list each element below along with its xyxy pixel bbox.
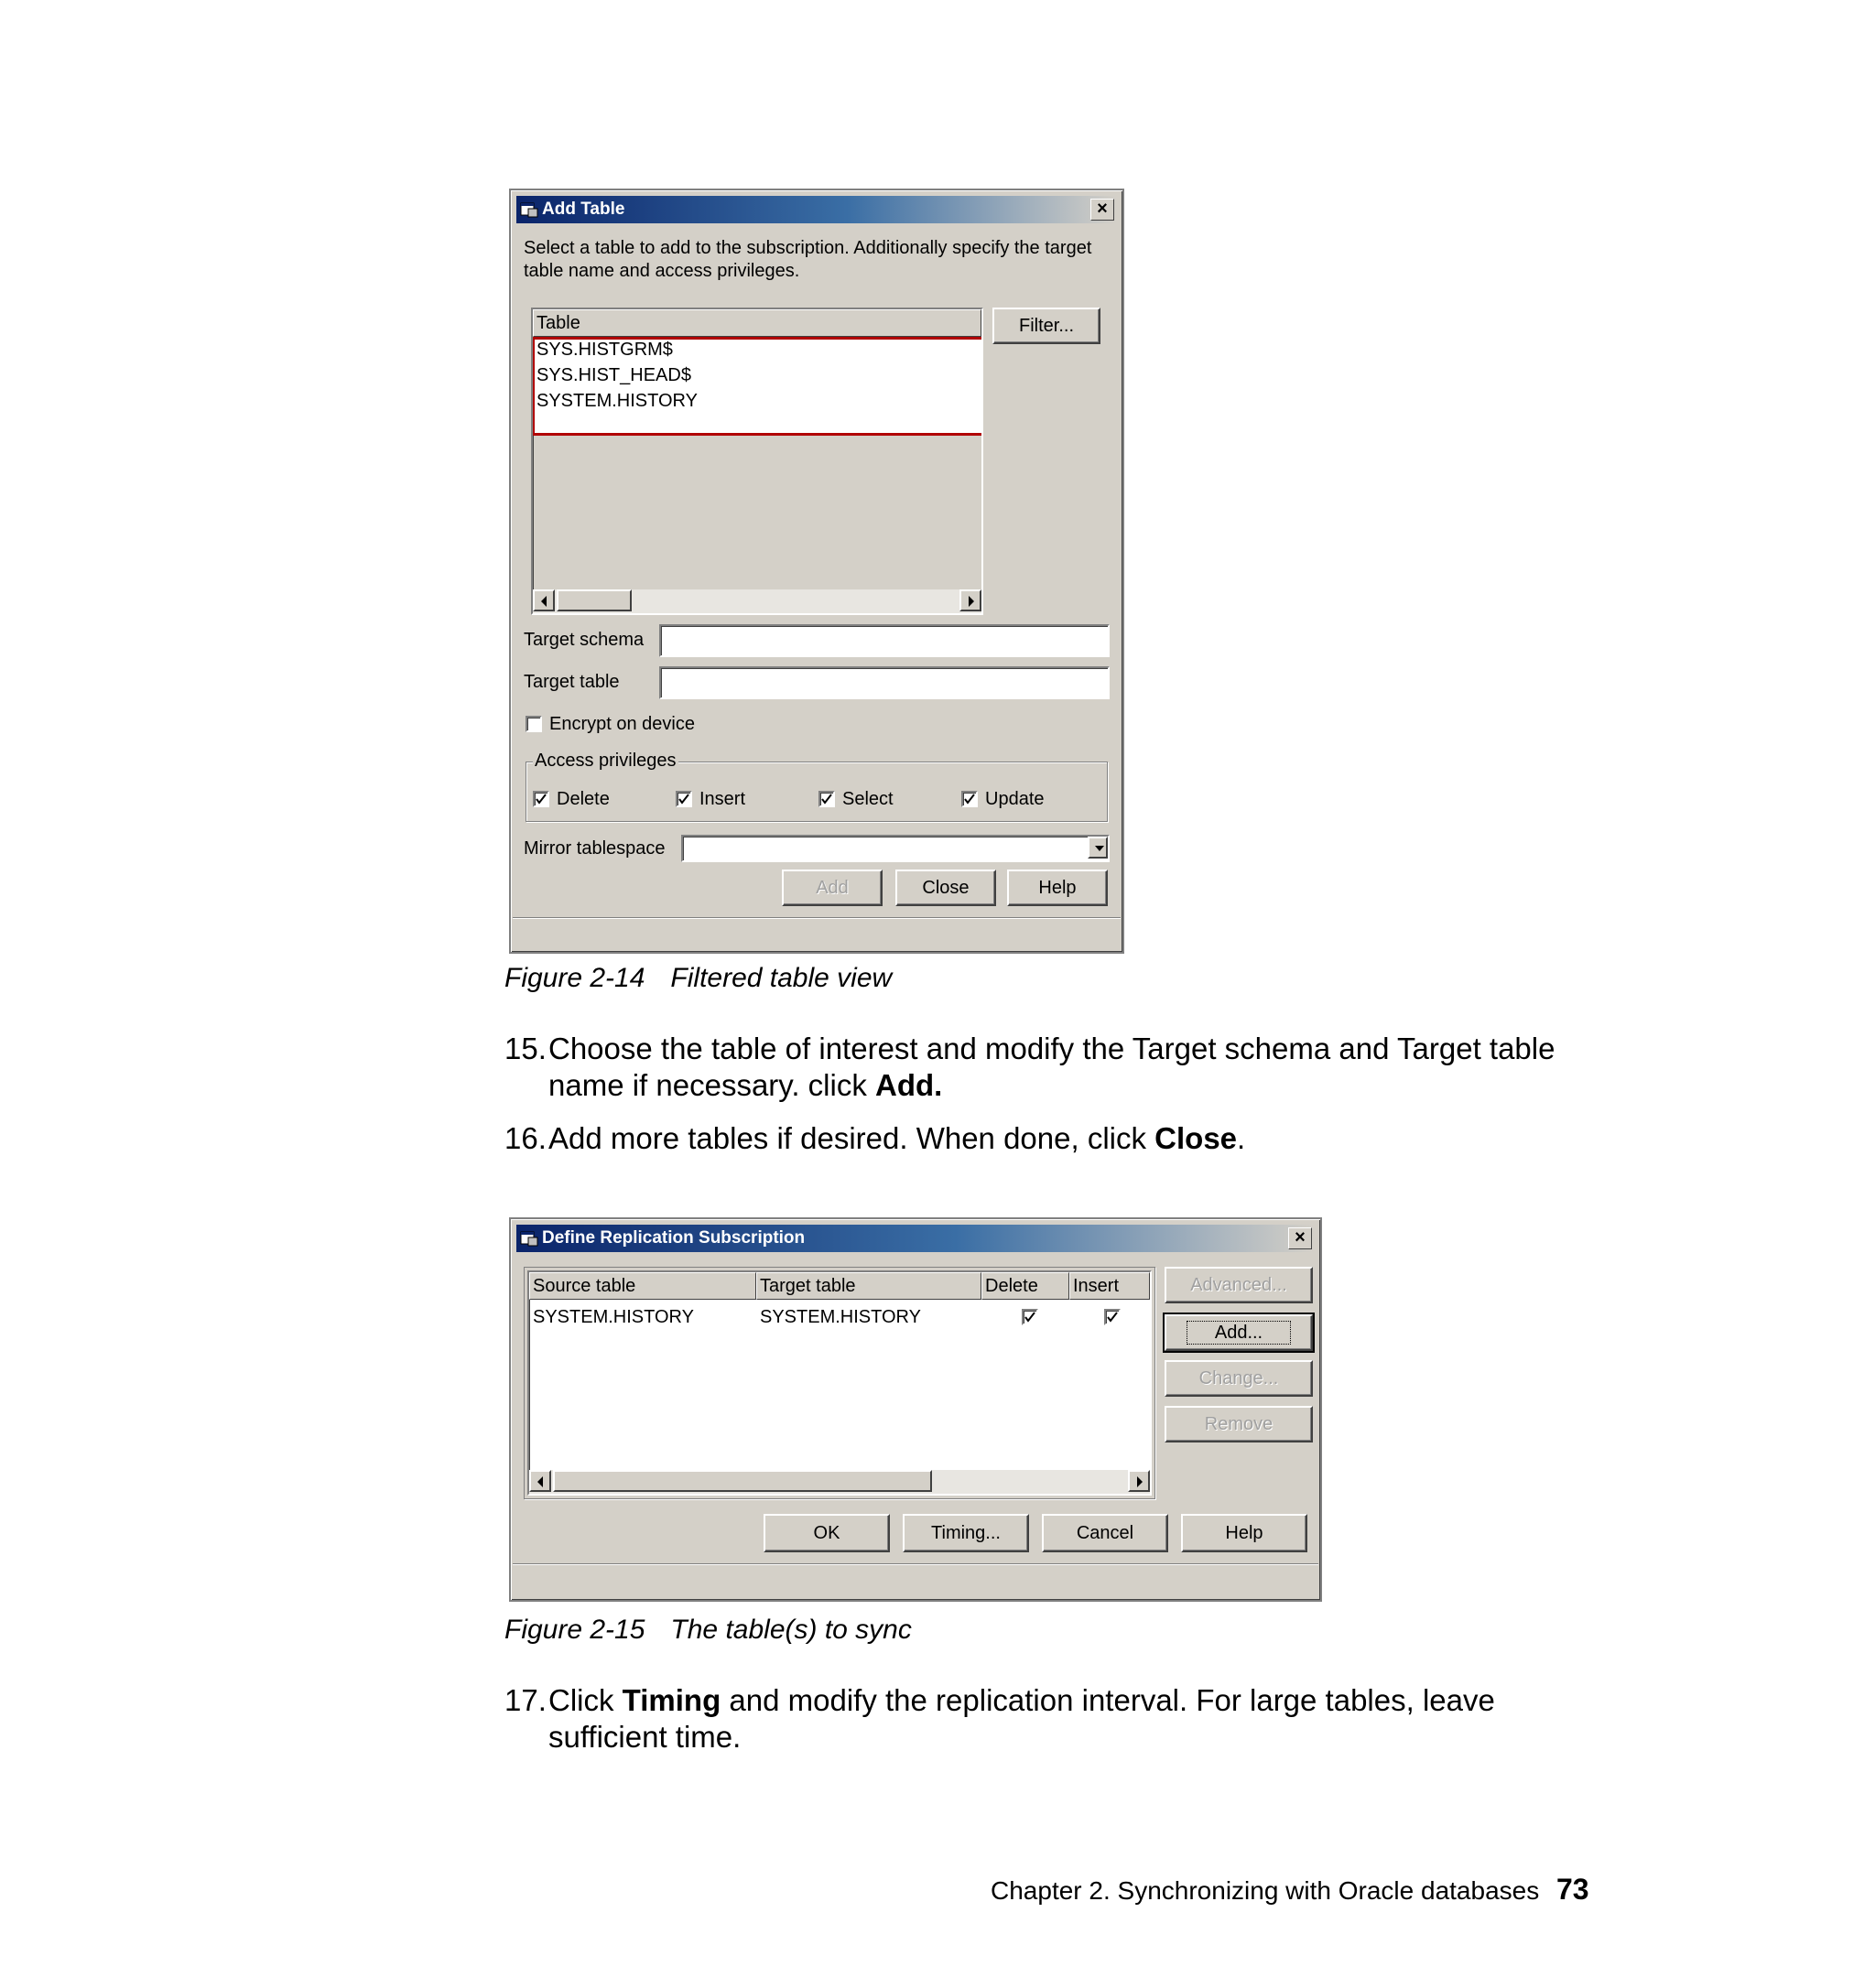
select-label: Select [842, 789, 894, 809]
target-table-label: Target table [524, 672, 620, 692]
delete-checkbox[interactable] [1022, 1309, 1038, 1325]
source-table-cell: SYSTEM.HISTORY [533, 1307, 694, 1327]
close-button[interactable]: Close [895, 870, 996, 906]
list-item[interactable]: SYS.HISTGRM$ [536, 340, 673, 360]
filter-button[interactable]: Filter... [992, 308, 1100, 344]
column-header-target-table[interactable]: Target table [756, 1272, 981, 1300]
define-subscription-titlebar[interactable] [516, 1225, 1315, 1252]
column-header-source-table[interactable]: Source table [529, 1272, 756, 1300]
delete-checkbox[interactable] [533, 791, 549, 807]
update-label: Update [985, 789, 1045, 809]
target-schema-input[interactable] [659, 624, 1110, 657]
change-button[interactable]: Change... [1165, 1360, 1313, 1397]
scroll-right-icon[interactable] [1128, 1470, 1150, 1492]
subscription-table[interactable] [527, 1270, 1152, 1496]
column-header-delete[interactable]: Delete [981, 1272, 1069, 1300]
scroll-right-icon[interactable] [959, 589, 981, 611]
filtered-rows-box [533, 337, 981, 436]
cancel-button[interactable]: Cancel [1042, 1514, 1168, 1552]
figure-caption-2-15: Figure 2-15 The table(s) to sync [504, 1615, 912, 1645]
insert-label: Insert [699, 789, 746, 809]
add-table-dialog [509, 189, 1124, 954]
insert-checkbox[interactable] [1104, 1309, 1121, 1325]
table-list[interactable] [531, 308, 983, 615]
close-icon[interactable]: × [1288, 1227, 1312, 1249]
insert-checkbox[interactable] [676, 791, 692, 807]
access-privileges-label: Access privileges [535, 751, 677, 771]
target-table-input[interactable] [659, 666, 1110, 699]
add-table-titlebar[interactable] [516, 196, 1117, 223]
instructions-line1: Select a table to add to the subscription. Additionally specify the target [524, 238, 1092, 258]
dialog-title: Define Replication Subscription [542, 1228, 806, 1248]
timing-button[interactable]: Timing... [903, 1514, 1029, 1552]
update-checkbox[interactable] [961, 791, 978, 807]
add-button[interactable]: Add... [1165, 1314, 1313, 1351]
help-button[interactable]: Help [1007, 870, 1108, 906]
scroll-left-icon[interactable] [533, 589, 555, 611]
target-table-cell: SYSTEM.HISTORY [760, 1307, 921, 1327]
app-window-icon [520, 200, 538, 219]
column-header-table[interactable]: Table [533, 309, 981, 337]
step-17: 17. Click Timing and modify the replication interval. For large tables, leave sufficient time. [504, 1683, 1495, 1754]
scroll-left-icon[interactable] [529, 1470, 551, 1492]
status-divider [513, 1563, 1318, 1565]
delete-label: Delete [557, 789, 610, 809]
status-divider [513, 917, 1121, 919]
list-item[interactable]: SYSTEM.HISTORY [536, 391, 698, 411]
step-15: 15. Choose the table of interest and modify the Target schema and Target table name if necessary. click Add. [504, 1032, 1555, 1102]
caption-text: Filtered table view [670, 963, 893, 993]
scroll-thumb[interactable] [557, 589, 632, 611]
dialog-title: Add Table [542, 200, 625, 219]
ok-button[interactable]: OK [764, 1514, 890, 1552]
step-16: 16. Add more tables if desired. When done, click Close. [504, 1121, 1246, 1155]
close-icon[interactable]: × [1090, 199, 1114, 221]
caption-text: The table(s) to sync [670, 1615, 912, 1645]
help-button[interactable]: Help [1181, 1514, 1307, 1552]
select-checkbox[interactable] [818, 791, 835, 807]
chevron-down-icon[interactable] [1088, 837, 1108, 859]
mirror-tablespace-label: Mirror tablespace [524, 838, 666, 859]
define-replication-subscription-dialog [509, 1217, 1322, 1602]
mirror-tablespace-select[interactable] [681, 835, 1110, 862]
figure-caption-2-14: Figure 2-14 Filtered table view [504, 963, 893, 993]
advanced-button[interactable]: Advanced... [1165, 1267, 1313, 1303]
encrypt-label: Encrypt on device [549, 714, 695, 734]
remove-button[interactable]: Remove [1165, 1406, 1313, 1442]
column-header-insert[interactable]: Insert [1069, 1272, 1150, 1300]
add-button[interactable]: Add [782, 870, 883, 906]
encrypt-checkbox[interactable] [526, 716, 542, 732]
instructions-line2: table name and access privileges. [524, 261, 800, 281]
table-row[interactable] [529, 1303, 1150, 1334]
app-window-icon [520, 1229, 538, 1248]
page-number: 73 [1556, 1873, 1589, 1906]
target-schema-label: Target schema [524, 630, 645, 650]
list-item[interactable]: SYS.HIST_HEAD$ [536, 365, 691, 385]
chapter-footer: Chapter 2. Synchronizing with Oracle databases [991, 1876, 1540, 1905]
scroll-thumb[interactable] [553, 1470, 932, 1492]
